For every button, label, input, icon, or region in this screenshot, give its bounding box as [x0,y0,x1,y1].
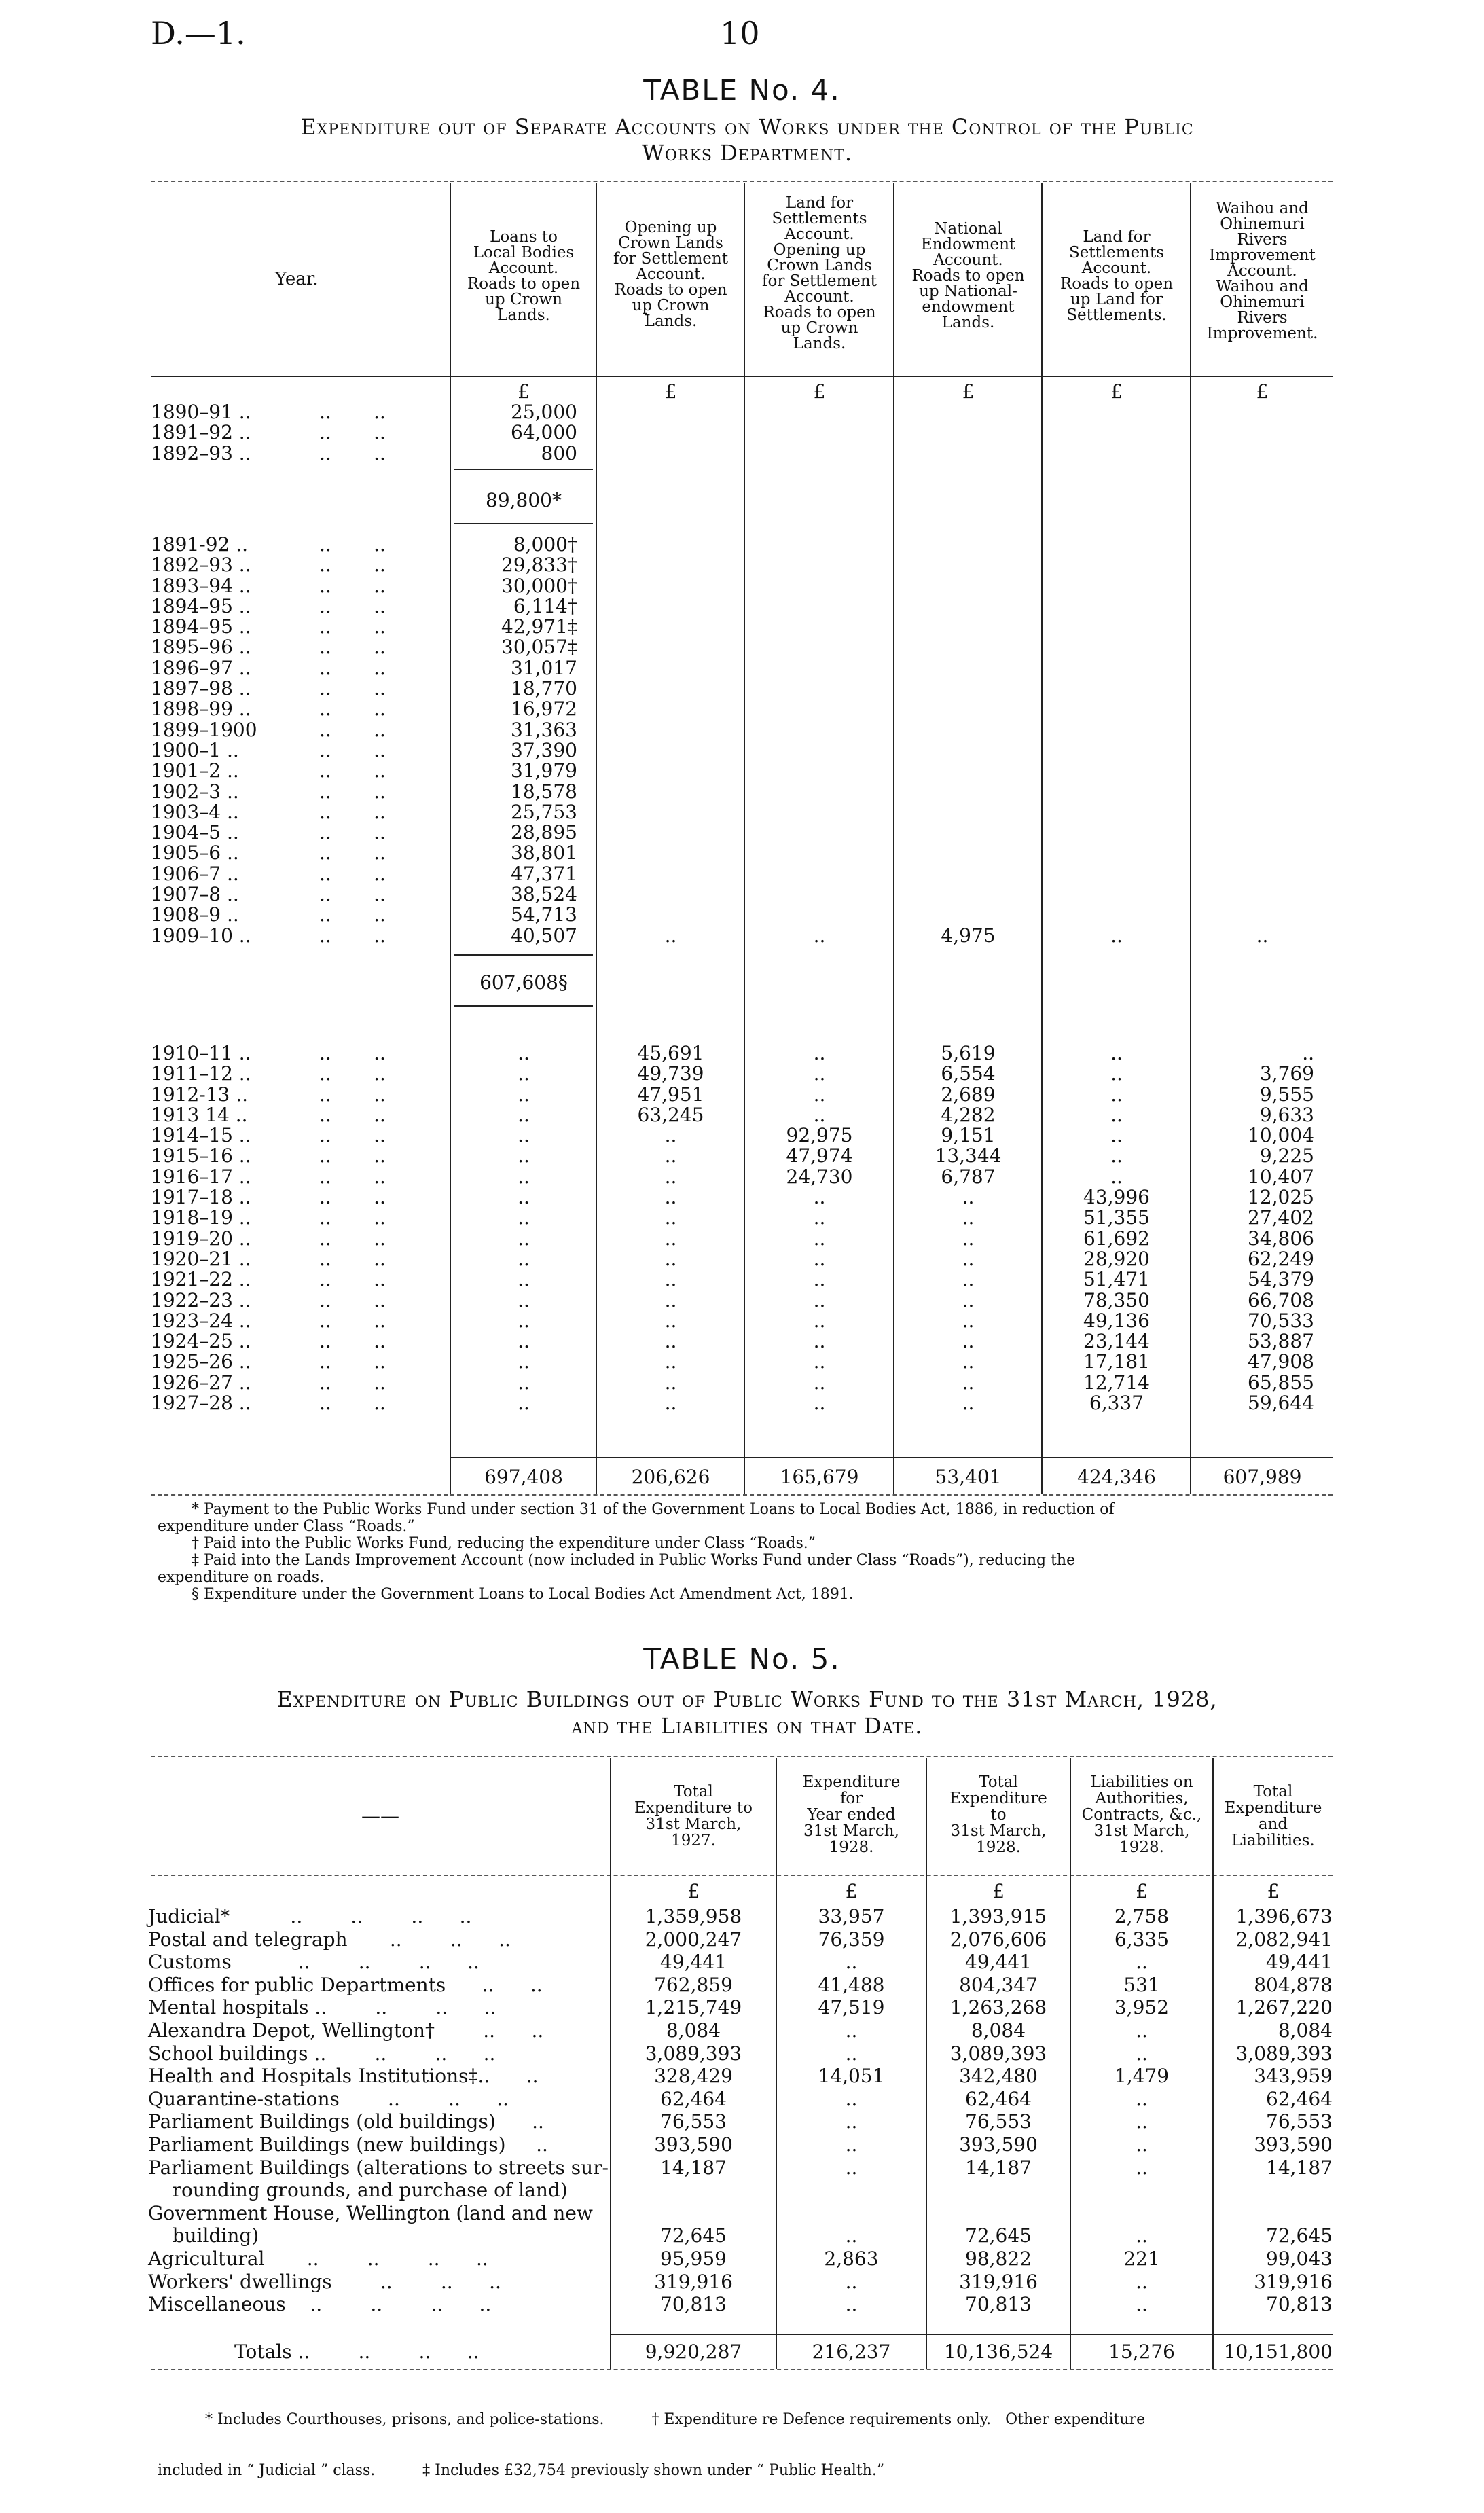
unit-label: £ [1267,1880,1280,1902]
table4-col-header-land-settlements: Land for Settlements Account. Opening up Crown Lands for Settlement Account. Roads to open up Crown Lands. [762,194,877,352]
total-landsett: 165,679 [780,1466,859,1488]
unit-label: £ [813,380,826,403]
table5-col-header-total: Total Expenditure and Liabilities. [1224,1783,1322,1849]
page-number: 10 [720,15,760,52]
total-waihou: 607,989 [1223,1466,1302,1488]
year-column-header: Year. [275,269,319,289]
table5-subtitle-line2: and the Liabilities on that Date. [571,1713,923,1739]
unit-label: £ [664,380,677,403]
table4-col-header-national: National Endowment Account. Roads to open up National- endowment Lands. [911,220,1025,331]
table4-title: TABLE No. 4. [643,73,841,107]
landsett-1909: .. [813,924,826,947]
unit-label: £ [1110,380,1123,403]
total-land: 424,346 [1077,1466,1156,1488]
unit-label: £ [1256,380,1269,403]
table5-total-rule [610,2334,1333,2335]
table5-col-header-year: Expenditure for Year ended 31st March, 1928. [802,1773,901,1856]
subtotal-rule [454,954,593,956]
table4-col-divider [1041,183,1043,1494]
table5-footnotes: * Includes Courthouses, prisons, and police-stations. † Expenditure re Defence requirements only. Other expenditure included in “ Judicial ” class. ‡ Includes £32,754 previously shown under “ Public Health.” [158,2411,1146,2479]
group2-subtotal: 607,608§ [479,971,568,994]
waihou-1909: .. [1256,924,1269,947]
table5-top-rule [151,1756,1333,1757]
table5-subtitle-line1: Expenditure on Public Buildings out of Public Works Fund to the 31st March, 1928, [276,1686,1218,1712]
table5-header-rule [151,1875,1333,1876]
unit-label: £ [687,1880,700,1902]
leader-dots: .. .. .. .. .. .. .. .. .. .. .. .. .. .. .. .. .. .. .. .. .. .. .. .. .. .. .. .. .. .. .. .. .. .. .. .. .. .. .. .. [319,533,386,947]
national-1909: 4,975 [941,924,996,947]
table4-col-divider [450,183,451,1494]
table5-col-liabilities: 2,758 6,335 .. 531 3,952 .. .. 1,479 .. .. .. .. .. 221 .. .. [1114,1905,1170,2316]
table4-col-header-loans: Loans to Local Bodies Account. Roads to open up Crown Lands. [467,228,581,324]
group3-loans: .. .. .. .. .. .. .. .. .. .. .. .. .. .. .. .. .. .. [518,1042,530,1415]
subtotal-rule [454,1005,593,1007]
table4-top-rule [151,181,1333,182]
table4-col-header-opening: Opening up Crown Lands for Settlement Account. Roads to open up Crown Lands. [613,219,728,330]
group3-national: 5,619 6,554 2,689 4,282 9,151 13,344 6,787 .. .. .. .. .. .. .. .. .. .. .. [935,1042,1002,1415]
group2-years: 1891-92 .. 1892–93 .. 1893–94 .. 1894–95 .. 1894–95 .. 1895–96 .. 1896–97 .. 1897–98 .. 1898–99 .. 1899–1900 1900–1 .. 1901–2 .. 1902–3 .. 1903–4 .. 1904–5 .. 1905–6 .. 1906–7 .. 1907–8 .. 1908–9 .. 1909–10 .. [151,533,257,947]
leader-dots: .. .. .. .. .. .. [319,401,386,465]
table5-col-header-1928: Total Expenditure to 31st March, 1928. [949,1773,1047,1856]
document-reference: D.—1. [151,15,246,52]
table4-footnotes: * Payment to the Public Works Fund under section 31 of the Government Loans to Local Bodies Act, 1886, in reduction of expenditure under Class “Roads.” † Paid into the Public Works Fund, reducing the expenditure under Class “Roads.” ‡ Paid into the Lands Improvement Account (now included in Public Works Fund under Class “Roads”), reducing the expenditure on roads. § Expenditure under the Government Loans to Local Bodies Act Amendment Act, 1891. [158,1501,1115,1603]
unit-label: £ [1136,1880,1148,1902]
group3-land: .. .. .. .. .. .. .. 43,996 51,355 61,692 28,920 51,471 78,350 49,136 23,144 17,181 12,714 6,337 [1083,1042,1150,1415]
table4-subtitle-line2: Works Department. [641,140,853,166]
table5-col-year1928: 33,957 76,359 .. 41,488 47,519 .. .. 14,051 .. .. .. .. .. 2,863 .. .. [818,1905,885,2316]
table4-col-header-waihou: Waihou and Ohinemuri Rivers Improvement Account. Waihou and Ohinemuri Rivers Improvement. [1206,200,1318,342]
table5-total-all: 10,151,800 [1223,2340,1333,2363]
table5-col-total-liabilities: 1,396,673 2,082,941 49,441 804,878 1,267,220 8,084 3,089,393 343,959 62,464 76,553 393,590 14,187 72,645 99,043 319,916 70,813 [1235,1905,1333,2316]
unit-label: £ [962,380,975,403]
table4-col-divider [1190,183,1191,1494]
group3-years: 1910–11 .. 1911–12 .. 1912-13 .. 1913 14 .. 1914–15 .. 1915–16 .. 1916–17 .. 1917–18 .. 1918–19 .. 1919–20 .. 1920–21 .. 1921–22 .. 1922–23 .. 1923–24 .. 1924–25 .. 1925–26 .. 1926–27 .. 1927–28 .. [151,1042,251,1415]
land-1909: .. [1110,924,1123,947]
group3-landsett: .. .. .. .. 92,975 47,974 24,730 .. .. .. .. .. .. .. .. .. .. .. [786,1042,853,1415]
table4-col-header-land: Land for Settlements Account. Roads to open up Land for Settlements. [1060,228,1174,324]
unit-label: £ [518,380,530,403]
table5-blank-header: —— [361,1805,399,1827]
table4-col-divider [893,183,894,1494]
subtotal-rule [454,523,593,524]
table5-col-header-1927: Total Expenditure to 31st March, 1927. [634,1783,753,1849]
table5-col-total1928: 1,393,915 2,076,606 49,441 804,347 1,263,268 8,084 3,089,393 342,480 62,464 76,553 393,590 14,187 72,645 98,822 319,916 70,813 [949,1905,1047,2316]
group1-years: 1890–91 .. 1891–92 .. 1892–93 .. [151,401,251,465]
table4-subtitle-line1: Expenditure out of Separate Accounts on Works under the Control of the Public [300,114,1194,140]
unit-label: £ [992,1880,1005,1902]
table5-bottom-rule [151,2369,1333,2370]
table4-col-divider [596,183,597,1494]
table4-bottom-rule [151,1494,1333,1496]
table5-total-year: 216,237 [812,2340,891,2363]
group3-opening: 45,691 49,739 47,951 63,245 .. .. .. .. .. .. .. .. .. .. .. .. .. .. [637,1042,704,1415]
group3-waihou: .. 3,769 9,555 9,633 10,004 9,225 10,407 12,025 27,402 34,806 62,249 54,379 66,708 70,533 53,887 47,908 65,855 59,644 [1248,1042,1314,1415]
table5-total-1927: 9,920,287 [645,2340,742,2363]
subtotal-rule [454,469,593,470]
table5-title: TABLE No. 5. [643,1642,841,1676]
table4-col-divider [744,183,745,1494]
table5-total-liabilities: 15,276 [1108,2340,1175,2363]
total-loans: 697,408 [484,1466,563,1488]
total-opening: 206,626 [631,1466,710,1488]
table4-header-rule [151,376,1333,377]
group2-loans: 8,000† 29,833† 30,000† 6,114† 42,971‡ 30,057‡ 31,017 18,770 16,972 31,363 37,390 31,979 18,578 25,753 28,895 38,801 47,371 38,524 54,713 40,507 [501,533,577,947]
table4-total-rule [450,1457,1333,1458]
unit-label: £ [845,1880,858,1902]
table5-total-1928: 10,136,524 [943,2340,1053,2363]
total-national: 53,401 [935,1466,1002,1488]
table5-col-header-liabilities: Liabilities on Authorities, Contracts, &c., 31st March, 1928. [1081,1773,1202,1856]
group1-subtotal: 89,800* [486,489,562,511]
table5-row-labels: Judicial* .. .. .. .. Postal and telegraph .. .. .. Customs .. .. .. .. Offices for public Departments .. .. Mental hospitals .. .. .. .. Alexandra Depot, Wellington† .. .. School buildings .. .. .. .. Health and Hospitals Institutions‡.. .. Quarantine-stations .. .. .. Parliament Buildings (old buildings) .. Parliament Buildings (new buildings) .. Parliament Buildings (alterations to streets sur- rounding grounds, and purchase of land) Government House, Wellington (land and new building) Agricultural .. .. .. .. Workers' dwellings .. .. .. Miscellaneous .. .. .. .. [148,1905,609,2316]
table5-col-total1927: 1,359,958 2,000,247 49,441 762,859 1,215,749 8,084 3,089,393 328,429 62,464 76,553 393,590 14,187 72,645 95,959 319,916 70,813 [645,1905,742,2316]
leader-dots: .. .. .. .. .. .. .. .. .. .. .. .. .. .. .. .. .. .. .. .. .. .. .. .. .. .. .. .. .. .. .. .. .. .. .. .. [319,1042,386,1415]
group1-loans: 25,000 64,000 800 [511,401,577,465]
opening-1909: .. [664,924,677,947]
table5-totals-label: Totals .. .. .. .. [234,2340,479,2363]
